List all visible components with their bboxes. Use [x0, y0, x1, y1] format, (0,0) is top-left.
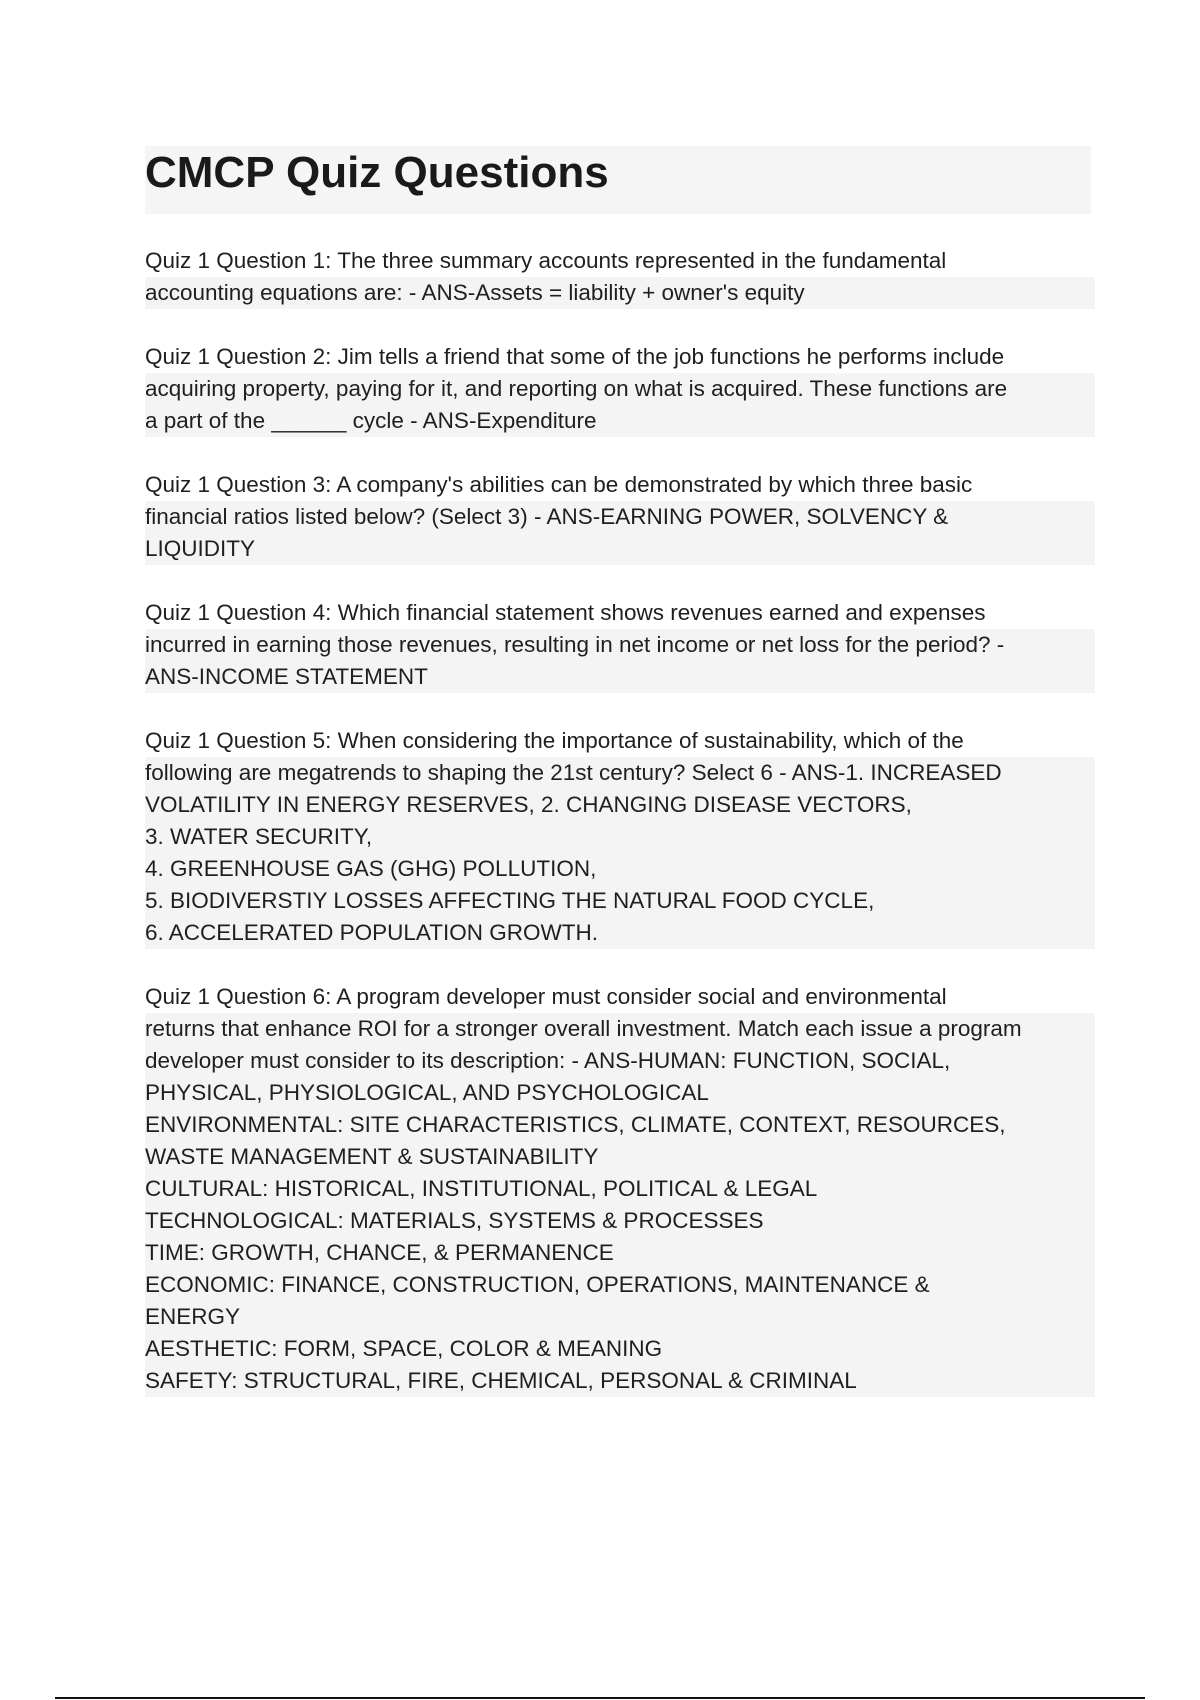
page-title: CMCP Quiz Questions: [145, 148, 609, 197]
question-text-line: TECHNOLOGICAL: MATERIALS, SYSTEMS & PROCESSES: [145, 1205, 1095, 1237]
question-text-line: PHYSICAL, PHYSIOLOGICAL, AND PSYCHOLOGICAL: [145, 1077, 1095, 1109]
quiz-question-list: [145, 245, 1095, 1429]
question-text-line: TIME: GROWTH, CHANCE, & PERMANENCE: [145, 1237, 1095, 1269]
question-text-line: returns that enhance ROI for a stronger overall investment. Match each issue a program: [145, 1013, 1095, 1045]
question-text-line: Quiz 1 Question 4: Which financial statement shows revenues earned and expenses: [145, 600, 986, 625]
question-text-line: ANS-INCOME STATEMENT: [145, 661, 1095, 693]
question-text-line: accounting equations are: - ANS-Assets = liability + owner's equity: [145, 277, 1095, 309]
quiz-question-1: [145, 245, 1095, 309]
question-text-line: Quiz 1 Question 6: A program developer must consider social and environmental: [145, 984, 947, 1009]
question-text-line: a part of the ______ cycle - ANS-Expenditure: [145, 405, 1095, 437]
question-text-line: WASTE MANAGEMENT & SUSTAINABILITY: [145, 1141, 1095, 1173]
question-text-line: Quiz 1 Question 2: Jim tells a friend that some of the job functions he performs include: [145, 344, 1005, 369]
question-text-line: CULTURAL: HISTORICAL, INSTITUTIONAL, POLITICAL & LEGAL: [145, 1173, 1095, 1205]
question-text-line: 3. WATER SECURITY,: [145, 821, 1095, 853]
quiz-question-3: [145, 469, 1095, 565]
quiz-question-2: [145, 341, 1095, 437]
question-text-line: incurred in earning those revenues, resulting in net income or net loss for the period? -: [145, 629, 1095, 661]
question-text-line: LIQUIDITY: [145, 533, 1095, 565]
question-text-line: Quiz 1 Question 1: The three summary accounts represented in the fundamental: [145, 248, 947, 273]
question-text-line: Quiz 1 Question 3: A company's abilities can be demonstrated by which three basic: [145, 472, 973, 497]
question-text-line: Quiz 1 Question 5: When considering the importance of sustainability, which of the: [145, 728, 964, 753]
question-text-line: ECONOMIC: FINANCE, CONSTRUCTION, OPERATIONS, MAINTENANCE &: [145, 1269, 1095, 1301]
quiz-question-5: [145, 725, 1095, 949]
question-text-line: 5. BIODIVERSTIY LOSSES AFFECTING THE NATURAL FOOD CYCLE,: [145, 885, 1095, 917]
question-text-line: developer must consider to its description: - ANS-HUMAN: FUNCTION, SOCIAL,: [145, 1045, 1095, 1077]
question-text-line: ENVIRONMENTAL: SITE CHARACTERISTICS, CLIMATE, CONTEXT, RESOURCES,: [145, 1109, 1095, 1141]
question-text-line: 4. GREENHOUSE GAS (GHG) POLLUTION,: [145, 853, 1095, 885]
question-text-line: following are megatrends to shaping the 21st century? Select 6 - ANS-1. INCREASED: [145, 757, 1095, 789]
question-text-line: ENERGY: [145, 1301, 1095, 1333]
footer-divider: [55, 1697, 1145, 1699]
question-text-line: 6. ACCELERATED POPULATION GROWTH.: [145, 917, 1095, 949]
question-text-line: SAFETY: STRUCTURAL, FIRE, CHEMICAL, PERSONAL & CRIMINAL: [145, 1365, 1095, 1397]
quiz-question-4: [145, 597, 1095, 693]
question-text-line: acquiring property, paying for it, and reporting on what is acquired. These functions are: [145, 373, 1095, 405]
question-text-line: AESTHETIC: FORM, SPACE, COLOR & MEANING: [145, 1333, 1095, 1365]
question-text-line: financial ratios listed below? (Select 3) - ANS-EARNING POWER, SOLVENCY &: [145, 501, 1095, 533]
question-text-line: VOLATILITY IN ENERGY RESERVES, 2. CHANGING DISEASE VECTORS,: [145, 789, 1095, 821]
quiz-question-6: [145, 981, 1095, 1397]
